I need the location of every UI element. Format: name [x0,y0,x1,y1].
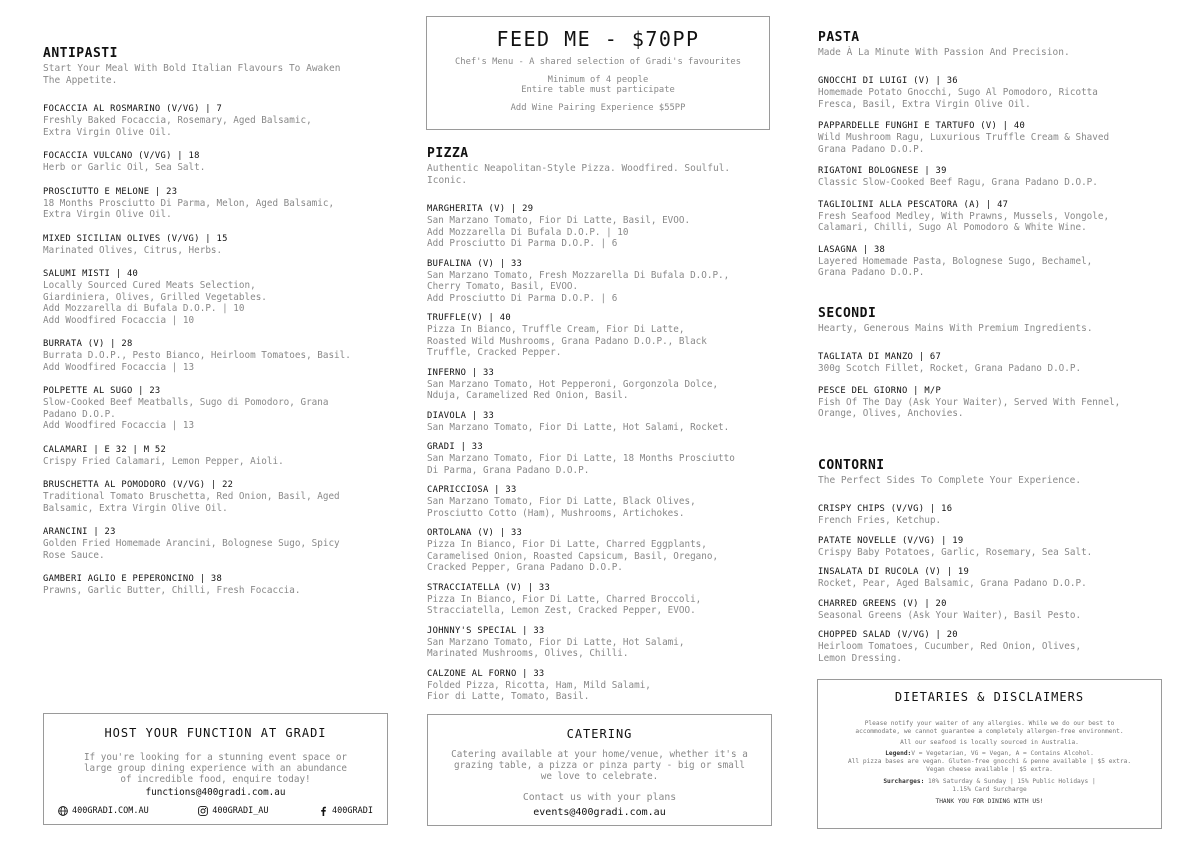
menu-item-description: San Marzano Tomato, Fior Di Latte, Hot Salami, Marinated Mushrooms, Olives, Chilli. [427,636,685,659]
section-subtitle-pizza: Authentic Neapolitan-Style Pizza. Woodfired. Soulful. Iconic. [427,163,731,186]
menu-item-description: Pizza In Bianco, Truffle Cream, Fior Di Latte, Roasted Wild Mushrooms, Grana Padano D.O.P., Black Truffle, Cracked Pepper. [427,324,707,358]
antipasti-items [43,104,383,597]
section-subtitle-antipasti: Start Your Meal With Bold Italian Flavours To Awaken The Appetite. [43,63,341,86]
menu-item-name: FOCACCIA AL ROSMARINO (V/VG) | 7 [43,104,223,114]
allergy-notice: Please notify your waiter of any allergies. While we do our best to accommodate, we cannot guarantee a completely allergen-free environment. [855,720,1124,735]
legend-block [818,750,1161,774]
catering-box [427,714,772,826]
menu-item [43,339,383,373]
menu-item-description: San Marzano Tomato, Fior Di Latte, Hot Salami, Rocket. [427,421,730,433]
menu-item-description: Fresh Seafood Medley, With Prawns, Mussels, Vongole, Calamari, Chilli, Sugo Al Pomodoro & White Wine. [818,210,1110,233]
menu-item [43,527,383,561]
menu-item-name: PAPPARDELLE FUNGHI E TARTUFO (V) | 40 [818,121,1026,131]
menu-item-description: Pizza In Bianco, Fior Di Latte, Charred Eggplants, Caramelised Onion, Roasted Capsicum, Basil, Oregano, Cracked Pepper, Grana Padano D.O.P. [427,539,719,573]
menu-item-description: Heirloom Tomatoes, Cucumber, Red Onion, Olives, Lemon Dressing. [818,641,1082,664]
menu-item-name: CALZONE AL FORNO | 33 [427,668,545,679]
menu-item-description: French Fries, Ketchup. [818,515,942,526]
menu-item-name: TAGLIOLINI ALLA PESCATORA (A) | 47 [818,199,1009,210]
menu-item-name: CRISPY CHIPS (V/VG) | 16 [818,504,953,514]
menu-item-name: GRADI | 33 [427,442,483,452]
menu-item-name: DIAVOLA | 33 [427,410,495,421]
feed-me-entire-table: Entire table must participate [521,85,675,95]
menu-item-name: TAGLIATA DI MANZO | 67 [818,352,942,362]
menu-item [427,368,772,402]
feed-me-wine-pairing: Add Wine Pairing Experience $55PP [510,103,686,113]
menu-item-name: MARGHERITA (V) | 29 [427,204,534,214]
menu-item-description: San Marzano Tomato, Fior Di Latte, Basil, EVOO. Add Mozzarella Di Bufala D.O.P. | 10 Add Prosciutto Di Parma D.O.P. | 6 [427,215,691,249]
menu-item-name: TRUFFLE(V) | 40 [427,313,511,323]
menu-item [427,442,772,476]
menu-item-description: Crispy Baby Potatoes, Garlic, Rosemary, Sea Salt. [818,546,1093,558]
menu-item-name: PROSCIUTTO E MELONE | 23 [43,186,178,197]
menu-item [818,352,1163,375]
menu-item-name: PESCE DEL GIORNO | M/P [818,385,942,396]
menu-item [818,599,1163,622]
menu-item [818,166,1163,189]
host-function-title: HOST YOUR FUNCTION AT GRADI [104,726,327,740]
host-function-text: If you're looking for a stunning event space or large group dining experience with an abundance of incredible food, enquire today! [83,752,348,785]
menu-item [427,259,772,305]
menu-item [427,583,772,617]
menu-item-description: Classic Slow-Cooked Beef Ragu, Grana Padano D.O.P. [818,177,1098,188]
menu-item-description: Homemade Potato Gnocchi, Sugo Al Pomodoro, Ricotta Fresca, Basil, Extra Virgin Olive Oil. [818,87,1098,110]
antipasti-section [43,46,383,597]
menu-item-description: Prawns, Garlic Butter, Chilli, Fresh Focaccia. [43,585,301,596]
menu-item-name: PATATE NOVELLE (V/VG) | 19 [818,535,964,546]
seafood-notice: All our seafood is locally sourced in Australia. [900,739,1079,746]
menu-item-description: Herb or Garlic Oil, Sea Salt. [43,162,206,173]
surcharges-text: 10% Saturday & Sunday | 15% Public Holidays | 1.15% Card Surcharge [928,778,1096,793]
menu-item [818,536,1163,559]
menu-item-name: CAPRICCIOSA | 33 [427,485,517,495]
menu-item [43,480,383,514]
menu-item-description: Wild Mushroom Ragu, Luxurious Truffle Cream & Shaved Grana Padano D.O.P. [818,132,1110,155]
legend-label: Legend: [885,750,912,757]
contorni-section [818,458,1163,664]
section-subtitle-contorni: The Perfect Sides To Complete Your Experience. [818,475,1082,486]
instagram-label: 400GRADI_AU [212,806,269,816]
pasta-section [818,30,1163,279]
surcharges-label: Surcharges: [883,778,925,785]
menu-item-description: Rocket, Pear, Aged Balsamic, Grana Padano D.O.P. [818,578,1087,589]
contorni-items [818,504,1163,664]
menu-item [43,269,383,326]
catering-title: CATERING [566,727,633,741]
menu-item-name: RIGATONI BOLOGNESE | 39 [818,166,947,176]
menu-item-description: Crispy Fried Calamari, Lemon Pepper, Aioli. [43,455,284,467]
menu-item [818,200,1163,234]
secondi-items [818,352,1163,420]
menu-item-name: INFERNO | 33 [427,367,495,378]
pasta-items [818,76,1163,279]
instagram-icon [198,806,208,816]
menu-item [427,411,772,434]
menu-item-description: Golden Fried Homemade Arancini, Bolognese Sugo, Spicy Rose Sauce. [43,538,340,561]
menu-item-name: SALUMI MISTI | 40 [43,269,139,279]
menu-item-description: Seasonal Greens (Ask Your Waiter), Basil Pesto. [818,609,1082,621]
feed-me-description: Chef's Menu - A shared selection of Gradi's favourites [455,57,741,67]
menu-item [818,567,1163,590]
menu-item-description: San Marzano Tomato, Fior Di Latte, Black Olives, Prosciutto Cotto (Ham), Mushrooms, Artichokes. [427,496,696,519]
host-function-email[interactable]: functions@400gradi.com.au [145,787,286,798]
menu-item [427,204,772,250]
section-title-pizza: PIZZA [427,146,469,161]
website-label: 400GRADI.COM.AU [72,806,149,816]
section-subtitle-secondi: Hearty, Generous Mains With Premium Ingredients. [818,323,1093,334]
menu-item-description: Folded Pizza, Ricotta, Ham, Mild Salami, Fior di Latte, Tomato, Basil. [427,679,651,702]
globe-icon [58,806,68,816]
facebook-label: 400GRADI [332,806,373,816]
menu-item-name: CALAMARI | E 32 | M 52 [43,444,167,455]
menu-item-name: INSALATA DI RUCOLA (V) | 19 [818,567,970,577]
menu-item [818,504,1163,527]
menu-item [427,485,772,519]
dietaries-title: DIETARIES & DISCLAIMERS [894,690,1085,704]
menu-item [818,121,1163,155]
menu-item-description: Locally Sourced Cured Meats Selection, Giardiniera, Olives, Grilled Vegetables. Add Mozzarella di Bufala D.O.P. | 10 Add Woodfired Focaccia | 10 [43,280,267,326]
menu-item [43,104,383,138]
menu-item-name: GAMBERI AGLIO E PEPERONCINO | 38 [43,574,223,584]
instagram-link[interactable] [198,806,268,816]
website-link[interactable] [58,806,149,816]
menu-item-description: 300g Scotch Fillet, Rocket, Grana Padano D.O.P. [818,363,1082,374]
menu-item-description: Traditional Tomato Bruschetta, Red Onion, Basil, Aged Balsamic, Extra Virgin Olive Oil. [43,491,340,514]
catering-contact: Contact us with your plans [522,792,677,803]
pizza-section [427,146,772,703]
menu-item-name: LASAGNA | 38 [818,244,886,255]
menu-item-name: BUFALINA (V) | 33 [427,258,523,269]
menu-item-description: 18 Months Prosciutto Di Parma, Melon, Aged Balsamic, Extra Virgin Olive Oil. [43,197,335,220]
menu-item-name: MIXED SICILIAN OLIVES (V/VG) | 15 [43,233,228,244]
host-function-box [43,713,388,825]
menu-item [43,574,383,597]
menu-item-name: BURRATA (V) | 28 [43,339,133,349]
legend-text: V = Vegetarian, VG = Vegan, A = Contains Alcohol. All pizza bases are vegan. Gluten-free gnocchi & penne available | $5 extra. Vegan cheese available | $5 extra. [847,750,1132,773]
menu-item-name: CHOPPED SALAD (V/VG) | 20 [818,630,958,640]
dietaries-box [817,679,1162,829]
feed-me-minimum: Minimum of 4 people [547,75,649,85]
menu-item-name: POLPETTE AL SUGO | 23 [43,386,161,396]
menu-item [43,445,383,468]
section-title-secondi: SECONDI [818,306,877,321]
menu-item-description: Burrata D.O.P., Pesto Bianco, Heirloom Tomatoes, Basil. Add Woodfired Focaccia | 13 [43,350,351,373]
menu-item-name: JOHNNY'S SPECIAL | 33 [427,625,545,636]
menu-item-description: Layered Homemade Pasta, Bolognese Sugo, Bechamel, Grana Padano D.O.P. [818,255,1093,278]
section-title-antipasti: ANTIPASTI [43,46,118,61]
section-title-contorni: CONTORNI [818,458,885,473]
feed-me-title: FEED ME - $70PP [496,27,700,51]
section-title-pasta: PASTA [818,30,860,45]
menu-item-name: FOCACCIA VULCANO (V/VG) | 18 [43,151,200,161]
menu-item-description: Slow-Cooked Beef Meatballs, Sugo di Pomodoro, Grana Padano D.O.P. Add Woodfired Focaccia | 13 [43,397,329,431]
secondi-section [818,306,1163,420]
menu-item [43,234,383,257]
section-subtitle-pasta: Made À La Minute With Passion And Precision. [818,47,1070,58]
menu-item [818,76,1163,110]
facebook-link[interactable] [318,806,373,816]
menu-item-name: STRACCIATELLA (V) | 33 [427,582,551,593]
menu-item [43,151,383,174]
thank-you-note: THANK YOU FOR DINING WITH US! [935,798,1044,805]
menu-item-description: Marinated Olives, Citrus, Herbs. [43,244,223,256]
catering-text: Catering available at your home/venue, whether it's a grazing table, a pizza or pinza party - big or small we love to celebrate. [451,749,748,782]
menu-item [43,386,383,432]
menu-item-description: Fish Of The Day (Ask Your Waiter), Served With Fennel, Orange, Olives, Anchovies. [818,396,1121,419]
menu-item-name: ORTOLANA (V) | 33 [427,528,523,538]
menu-item-description: Pizza In Bianco, Fior Di Latte, Charred Broccoli, Stracciatella, Lemon Zest, Cracked Pepper, EVOO. [427,593,702,616]
menu-item [43,187,383,221]
menu-item [427,669,772,703]
social-links [58,806,373,816]
menu-item [818,630,1163,664]
menu-item-description: San Marzano Tomato, Fior Di Latte, 18 Months Prosciutto Di Parma, Grana Padano D.O.P. [427,453,735,476]
menu-item [818,245,1163,279]
menu-item-name: BRUSCHETTA AL POMODORO (V/VG) | 22 [43,480,234,490]
surcharges-block [818,778,1161,794]
menu-item-description: San Marzano Tomato, Hot Pepperoni, Gorgonzola Dolce, Nduja, Caramelized Red Onion, Basil. [427,378,719,401]
menu-item [427,528,772,574]
menu-item-name: ARANCINI | 23 [43,527,116,537]
catering-email[interactable]: events@400gradi.com.au [533,807,666,818]
menu-item [427,313,772,359]
menu-item-description: San Marzano Tomato, Fresh Mozzarella Di Bufala D.O.P., Cherry Tomato, Basil, EVOO. Add Prosciutto Di Parma D.O.P. | 6 [427,269,730,304]
feed-me-box [426,16,770,130]
menu-item-name: GNOCCHI DI LUIGI (V) | 36 [818,76,958,86]
pizza-items [427,204,772,703]
menu-item-name: CHARRED GREENS (V) | 20 [818,598,947,609]
facebook-icon [318,806,328,816]
menu-item [427,626,772,660]
menu-item-description: Freshly Baked Focaccia, Rosemary, Aged Balsamic, Extra Virgin Olive Oil. [43,115,312,138]
menu-item [818,386,1163,420]
